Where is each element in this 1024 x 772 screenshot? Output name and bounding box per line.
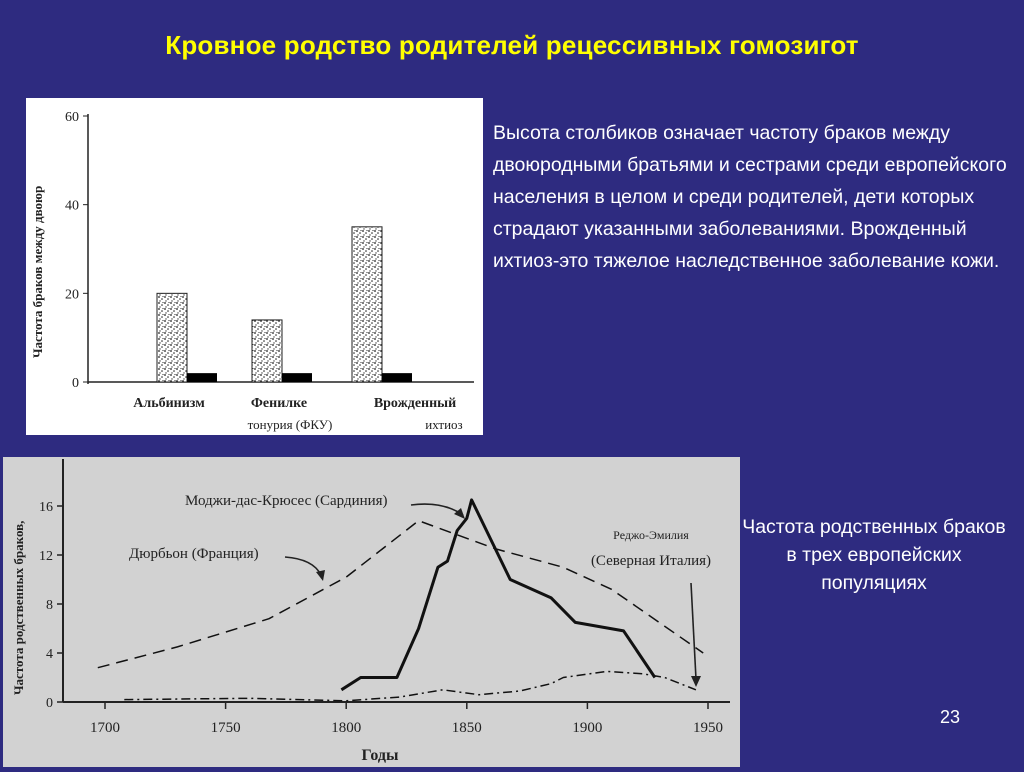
line-y-axis-label: Частота родственных браков, (11, 520, 26, 695)
line-chart-caption: Частота родственных браков в трех европейских популяциях (742, 516, 1006, 594)
slide-title: Кровное родство родителей рецессивных гомозигот (165, 30, 859, 60)
bar-y-tick-label: 0 (72, 376, 79, 391)
line-x-axis-label: Годы (361, 747, 399, 764)
line-y-tick-label: 16 (39, 500, 53, 515)
line-annotation: (Северная Италия) (590, 553, 712, 569)
line-y-tick-label: 12 (39, 549, 53, 564)
bar-category-label-line2: тонурия (ФКУ) (247, 417, 333, 432)
line-y-tick-label: 0 (46, 696, 53, 711)
line-series-solid (341, 500, 655, 690)
slide-description: Высота столбиков означает частоту браков между двоюродными братьями и сестрами среди европейского населения в целом и среди родителей, дети которых страдают указанными заболеваниями. Врожденный ихтиоз-это тяжелое наследственное заболевание кожи. (493, 122, 1007, 272)
arrowhead-france (316, 570, 325, 581)
line-chart (3, 457, 740, 767)
arrow-france (285, 557, 321, 575)
bar-y-tick-label: 40 (65, 198, 79, 214)
bar-y-axis-label: Частота браков между двоюр (30, 185, 45, 358)
bar-patients (382, 373, 412, 382)
bar-chart-panel (26, 98, 483, 435)
bar-population (157, 293, 187, 382)
bar-category-label-line2: ихтиоз (425, 417, 463, 432)
arrowhead-italy (691, 676, 701, 687)
line-y-tick-label: 4 (46, 647, 53, 662)
bar-population (352, 227, 382, 382)
line-x-tick-label: 1950 (693, 720, 723, 736)
page-number: 23 (940, 707, 961, 727)
line-x-tick-label: 1900 (572, 720, 603, 736)
line-annotation: Реджо-Эмилия (613, 528, 689, 542)
line-annotation: Дюрбьон (Франция) (129, 546, 259, 562)
line-series-dashdot (124, 671, 696, 700)
line-x-tick-label: 1800 (331, 720, 362, 736)
bar-chart (26, 98, 483, 435)
bar-y-tick-label: 60 (65, 110, 79, 125)
bar-category-label: Врожденный (373, 396, 457, 411)
line-annotation: Моджи-дас-Крюсес (Сардиния) (185, 493, 388, 509)
line-x-tick-label: 1700 (90, 720, 120, 736)
bar-category-label: Фенилке (250, 396, 308, 411)
line-y-tick-label: 8 (46, 598, 53, 613)
bar-category-label: Альбинизм (133, 396, 205, 411)
bar-y-tick-label: 20 (65, 287, 79, 303)
line-x-tick-label: 1750 (210, 720, 241, 736)
line-chart-panel (3, 457, 740, 767)
bar-population (252, 320, 282, 382)
arrowhead-sardinia (454, 508, 465, 519)
arrow-italy (691, 583, 696, 679)
bar-patients (187, 373, 217, 382)
line-series-dashed (98, 521, 703, 668)
bar-patients (282, 373, 312, 382)
line-x-tick-label: 1850 (451, 720, 482, 736)
